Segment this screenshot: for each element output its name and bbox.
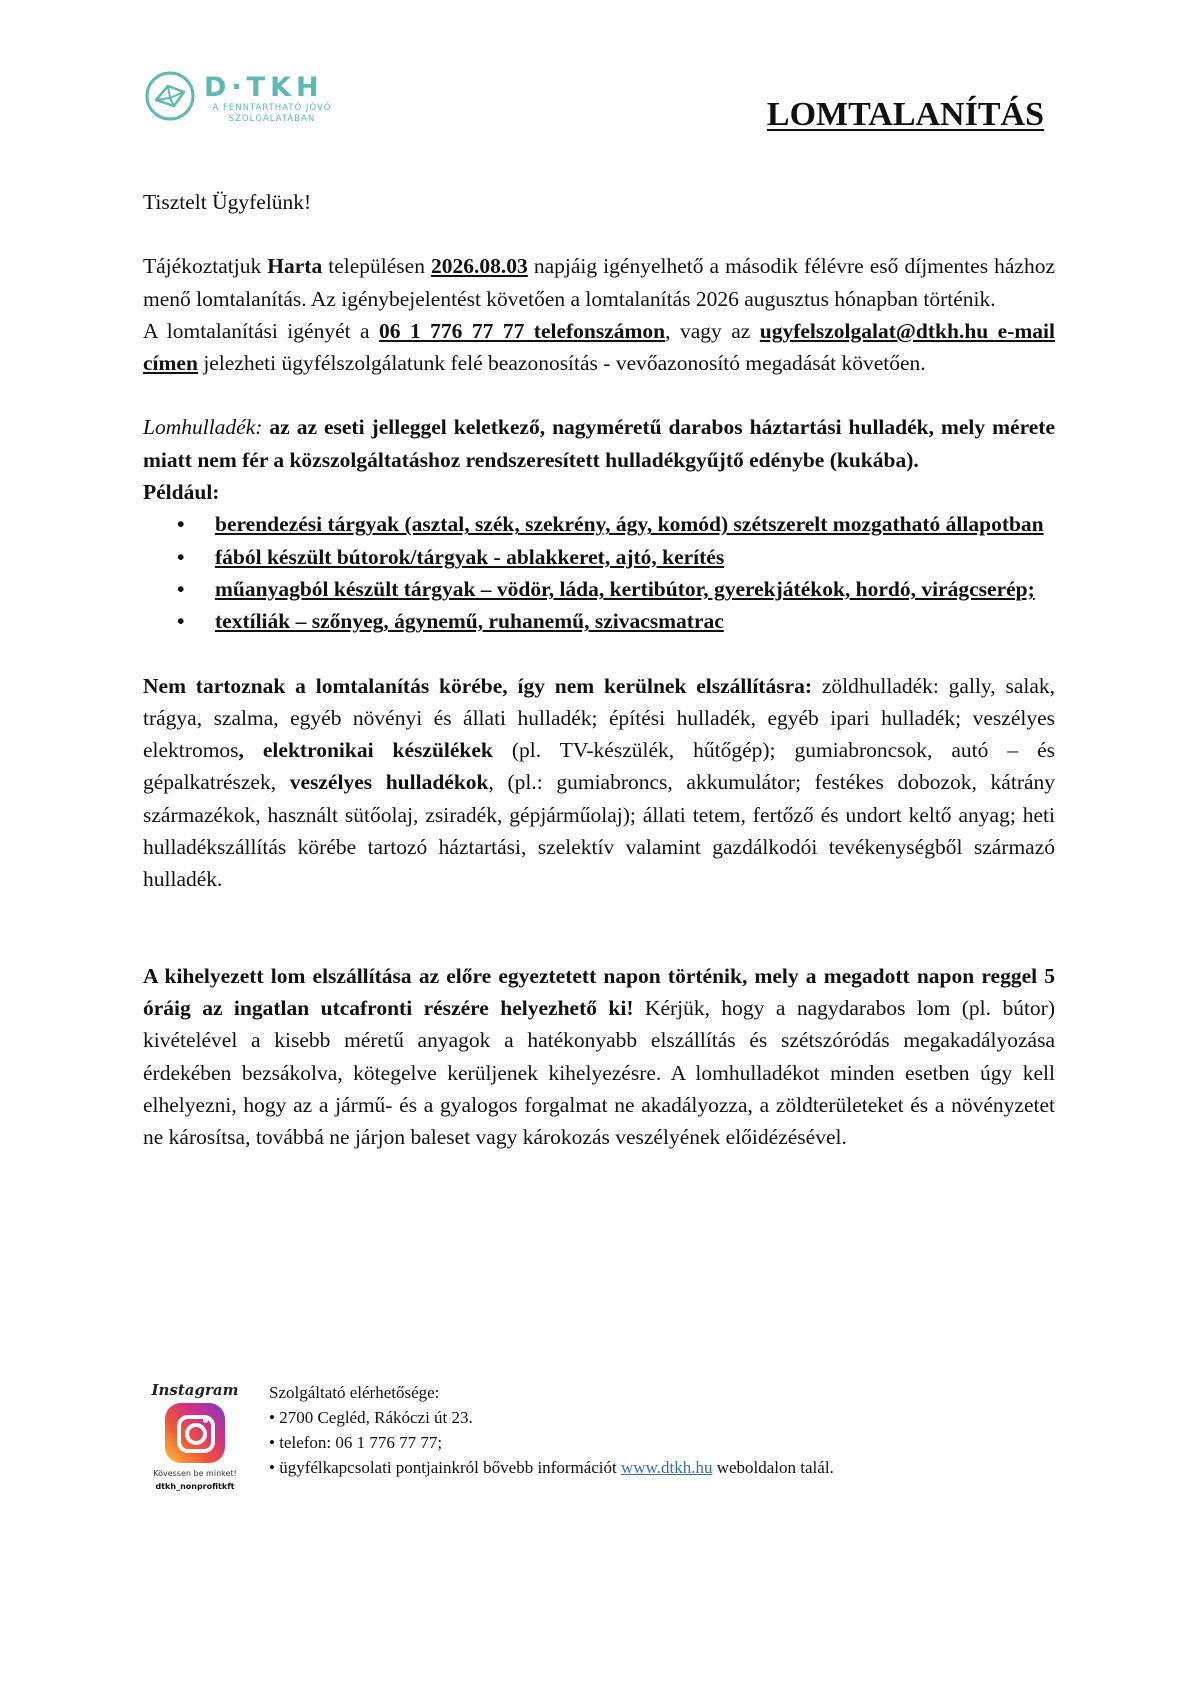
request-paragraph [143,315,1055,380]
company-logo [144,70,364,140]
excluded-text-1: zöldhulladék: gally, salak, trágya, szalma, egyéb növényi és állati hulladék; építési hulladék, egyéb ipari hulladék; veszélyes elektromos [143,673,1056,763]
instagram-title: Instagram [151,1381,239,1399]
list-item: • berendezési tárgyak (asztal, szék, szekrény, ágy, komód) szétszerelt mozgatható állapotban [215,508,1055,540]
intro-text-1: Tájékoztatjuk [143,254,268,279]
document-title: LOMTALANÍTÁS [766,96,1044,133]
intro-paragraph [143,250,1055,315]
list-item: • fából készült bútorok/tárgyak - ablakkeret, ajtó, kerítés [215,541,1055,573]
excluded-text-2: (pl. TV-készülék, hűtőgép); gumiabroncsok, autó – és gépalkatrészek, [143,738,1055,795]
definition-paragraph [143,411,1055,476]
town-name: Harta [267,254,323,279]
logo-name: D·TKH [204,72,324,103]
contact-address: • 2700 Cegléd, Rákóczi út 23. [269,1408,473,1427]
contact-phone: • telefon: 06 1 776 77 77; [269,1433,443,1452]
dtkh-logo-icon [144,70,196,122]
instagram-handle: dtkh_nonprofitkft [155,1482,235,1491]
contact-info-post: weboldalon talál. [712,1458,834,1477]
excluded-text-3: , (pl.: gumiabroncs, akkumulátor; festékes dobozok, kátrány származékok, használt sütőolaj, zsiradék, gépjárműolaj); állati tetem, fertőző és undort keltő anyag; heti hulladékszállítás körébe tartozó háztartási, szelektív valamint gazdálkodói tevékenységből származó hulladék. [143,770,1056,892]
request-text-3: jelezheti ügyfélszolgálatunk felé beazonosítás - vevőazonosító megadását követően. [197,351,926,376]
definition-term: Lomhulladék: [143,415,263,440]
request-text-1: A lomtalanítási igényét a [143,318,380,343]
list-item: • műanyagból készült tárgyak – vödör, láda, kertibútor, gyerekjátékok, hordó, virágcserép; [215,573,1055,605]
deadline-date: 2026.08.03 [431,254,528,279]
pickup-paragraph [143,960,1055,1154]
contact-info-text: • ügyfélkapcsolati pontjainkról bővebb információt [269,1458,622,1477]
logo-tagline-1: A FENNTARTHATÓ JÖVŐ [212,103,332,113]
pickup-bold: A kihelyezett lom elszállítása az előre egyeztetett napon történik, mely a megadott napon reggel 5 óráig az ingatlan utcafronti részére helyezhető ki! [143,963,1055,1020]
logo-tagline-2: SZOLGÁLATÁBAN [228,114,316,124]
contact-info [269,1455,834,1480]
phone-contact: 06 1 776 77 77 telefonszámon [379,318,666,343]
letter-body [143,186,1055,1153]
instagram-follow: Kövessen be minket! [153,1469,237,1478]
intro-text-3: napjáig igényelhető a második félévre eső díjmentes házhoz menő lomtalanítás. Az igénybejelentést követően a lomtalanítás 2026 augusztus hónapban történik. [143,254,1055,311]
excluded-paragraph [143,670,1055,896]
instagram-icon [165,1403,225,1463]
examples-heading: Például: [143,480,220,505]
examples-list [143,508,1055,637]
contact-title: Szolgáltató elérhetősége: [269,1383,440,1402]
definition-text: az az eseti jelleggel keletkező, nagyméretű darabos háztartási hulladék, mely mérete miatt nem fér a közszolgáltatáshoz rendszeresített hulladékgyűjtő edénybe (kukába). [143,415,1055,472]
excluded-bold-2: , elektronikai készülékek [238,738,493,763]
greeting: Tisztelt Ügyfelünk! [143,190,312,214]
intro-text-2: településen [322,254,432,279]
website-link[interactable]: www.dtkh.hu [621,1458,713,1477]
excluded-heading: Nem tartoznak a lomtalanítás körébe, így nem kerülnek elszállításra: [143,673,813,698]
request-text-2: , vagy az [665,318,760,343]
pickup-text: Kérjük, hogy a nagydarabos lom (pl. bútor) kivételével a kisebb méretű anyagok a hatékonyabb elszállítás és szétszóródás megakadályozása érdekében bezsákolva, kötegelve kerüljenek kihelyezésre. A lomhulladékot minden esetben úgy kell elhelyezni, hogy az a jármű- és a gyalogos forgalmat ne akadályozza, a zöldterületeket és a növényzetet ne károsítsa, továbbá ne járjon baleset vagy károkozás veszélyének előidézésével. [143,995,1056,1150]
email-contact: ugyfelszolgalat@dtkh.hu e-mail címen [143,318,1055,376]
excluded-bold-3: veszélyes hulladékok [289,770,489,795]
instagram-badge [150,1381,240,1511]
list-item: • textíliák – szőnyeg, ágynemű, ruhanemű, szivacsmatrac [215,605,1055,637]
contact-block [269,1380,834,1480]
